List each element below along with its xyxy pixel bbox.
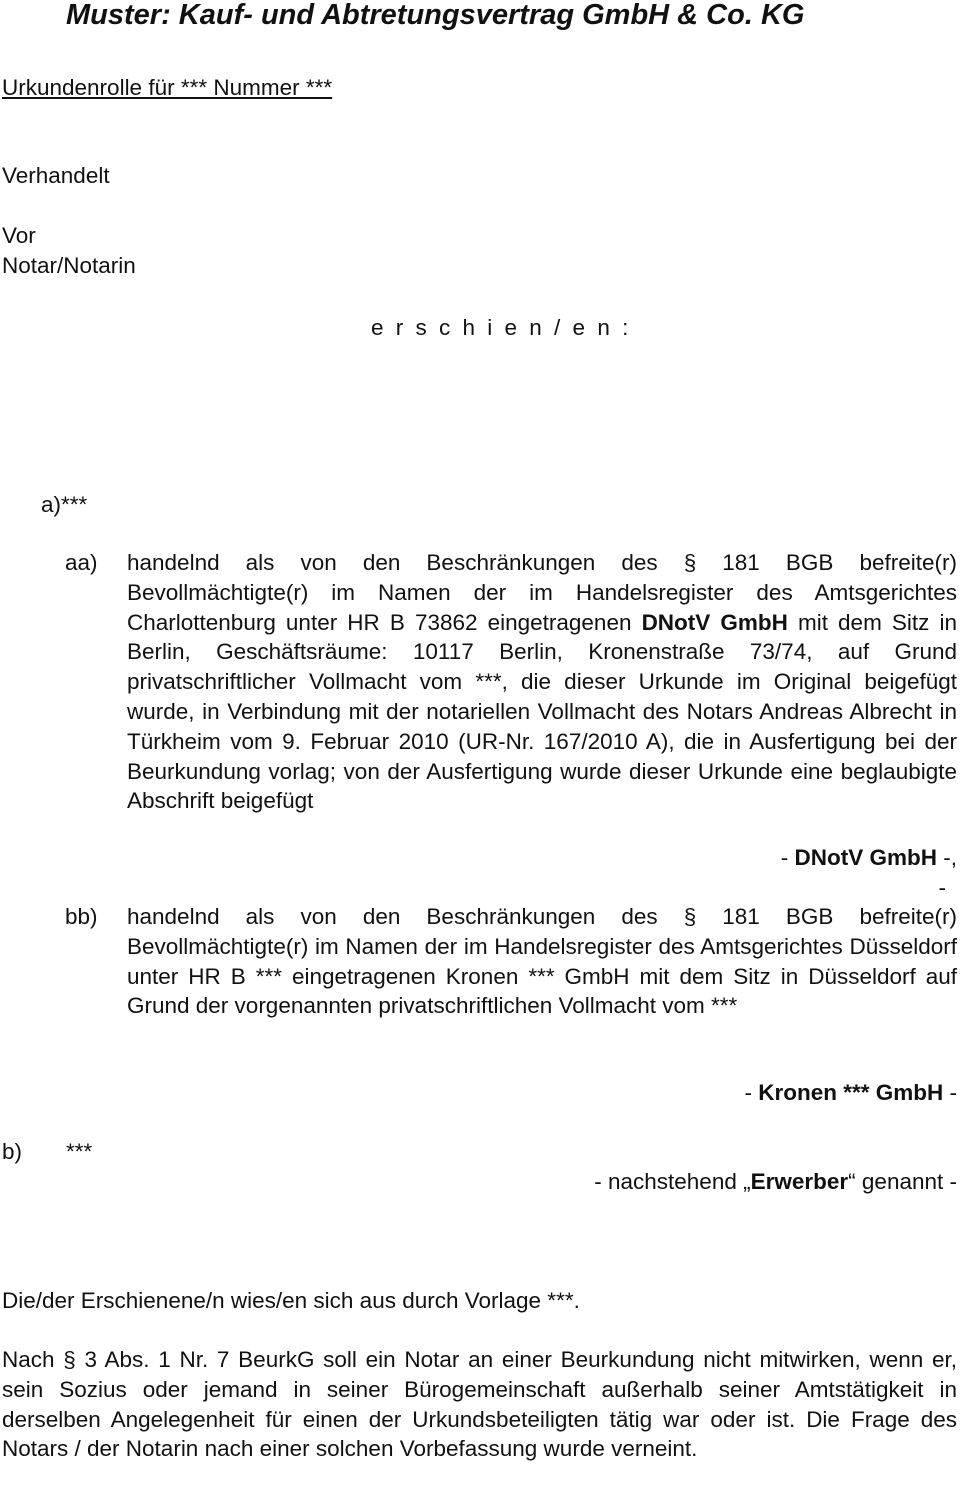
party-a-label: a)*** [41, 492, 88, 517]
notar-label: Notar/Notarin [2, 253, 136, 278]
aa-company-name: DNotV GmbH [641, 609, 788, 635]
erwerber-closing: - nachstehend „Erwerber“ genannt - [594, 1169, 957, 1194]
aa-closing: - DNotV GmbH -, [780, 845, 957, 870]
bb-closing: - Kronen *** GmbH - [744, 1080, 957, 1105]
vor-label: Vor [2, 223, 36, 248]
aa-paragraph [127, 548, 957, 816]
party-b-value: *** [66, 1139, 93, 1164]
urkundenrolle-line: Urkundenrolle für *** Nummer *** [2, 75, 333, 100]
erwerber-term: Erwerber [750, 1169, 849, 1194]
aa-closing-company: DNotV GmbH [794, 845, 937, 870]
bb-label: bb) [65, 904, 98, 929]
aa-text-2: mit dem Sitz in Berlin, Geschäftsräume: 10117 Berlin, Kronenstraße 73/74, auf Grund privatschriftlicher Vollmacht vom ***, die dieser Urkunde im Original beigefügt wurde, in Verbindung mit der notariellen Vollmacht des Notars Andreas Albrecht in Türkheim vom 9. Februar 2010 (UR-Nr. 167/2010 A), die in Ausfertigung bei der Beurkundung vorlag; von der Ausfertigung wurde dieser Urkunde eine beglaubigte Abschrift beigefügt [127, 609, 957, 814]
party-b-label: b) [2, 1139, 23, 1164]
aa-text-1: handelnd als von den Beschränkungen des § 181 BGB befreite(r) Bevollmächtigte(r) im Namen der im Handelsregister des Amtsgerichtes Charlottenburg unter HR B 73862 eingetragenen [127, 550, 957, 635]
bb-paragraph: handelnd als von den Beschränkungen des § 181 BGB befreite(r) Bevollmächtigte(r) im Namen der im Handelsregister des Amtsgerichtes Düsseldorf unter HR B *** eingetragenen Kronen *** GmbH mit dem Sitz in Düsseldorf auf Grund der vorgenannten privatschriftlichen Vollmacht vom *** [127, 904, 957, 1019]
aa-label: aa) [65, 550, 98, 575]
erschienen-heading: e r s c h i e n / e n : [371, 315, 632, 340]
page-title: Muster: Kauf- und Abtretungsvertrag GmbH & Co. KG [66, 0, 805, 31]
ausweis-line: Die/der Erschienene/n wies/en sich aus durch Vorlage ***. [2, 1288, 580, 1313]
verhandelt-label: Verhandelt [2, 163, 110, 188]
vorbefassung-paragraph: Nach § 3 Abs. 1 Nr. 7 BeurkG soll ein Notar an einer Beurkundung nicht mitwirken, wenn er, sein Sozius oder jemand in seiner Bürogemeinschaft außerhalb seiner Amtstätigkeit in derselben Angelegenheit für einen der Urkundsbeteiligten tätig war oder ist. Die Frage des Notars / der Notarin nach einer solchen Vorbefassung wurde verneint. [2, 1347, 957, 1462]
bb-closing-company: Kronen *** GmbH [758, 1080, 944, 1105]
aa-dash: - [938, 875, 946, 900]
